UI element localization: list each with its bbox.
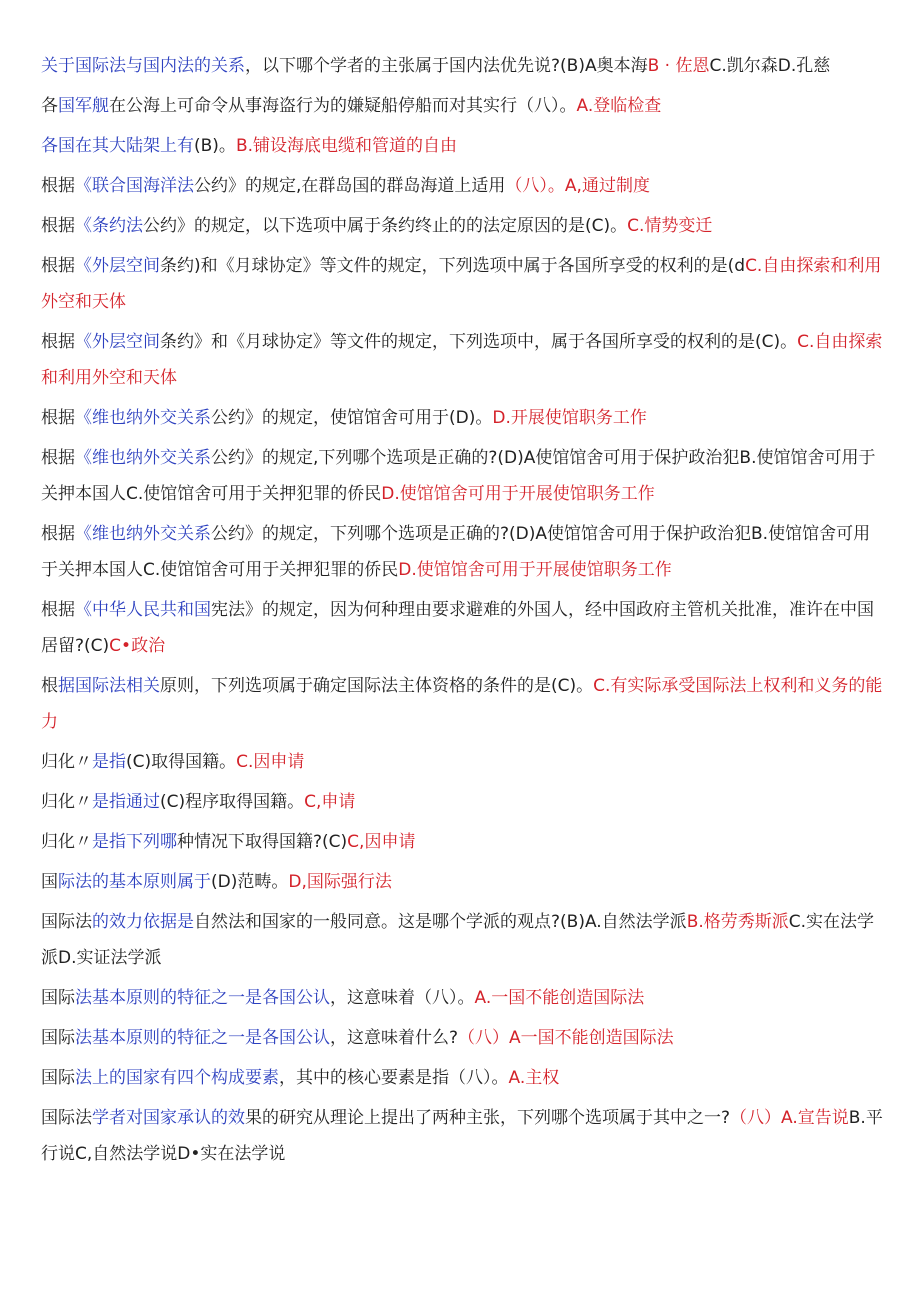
answer-text: C•政治	[109, 636, 166, 656]
answer-text: （八）A.宣告说	[730, 1108, 849, 1128]
answer-text: D.使馆馆舍可用于开展使馆职务工作	[381, 484, 655, 504]
question-paragraph	[41, 208, 883, 244]
question-paragraph	[41, 516, 883, 588]
keyword-text: 法基本原则的特征之一是各国公认	[75, 1028, 330, 1048]
question-text: 条约)和《月球协定》等文件的规定，下列选项中属于各国所享受的权利的是(d	[160, 256, 746, 276]
answer-text: C.自由探索和利用外空和天体	[41, 332, 883, 388]
question-paragraph	[41, 592, 883, 664]
answer-text: （八）A一国不能创造国际法	[458, 1028, 674, 1048]
question-text: 宪法》的规定，因为何种理由要求避难的外国人，经中国政府主管机关批准，准许在中国居留?(C)	[41, 600, 874, 656]
answer-text: D.开展使馆职务工作	[492, 408, 647, 428]
question-text: C.凯尔森D.孔慈	[709, 56, 831, 76]
question-paragraph	[41, 168, 883, 204]
question-paragraph	[41, 904, 883, 976]
question-text: C.实在法学派D.实证法学派	[41, 912, 875, 968]
question-paragraph	[41, 88, 883, 124]
question-text: 国际	[41, 988, 75, 1008]
keyword-text: 《外层空间	[75, 256, 160, 276]
question-text: (C)取得国籍。	[126, 752, 237, 772]
question-list	[41, 48, 883, 1176]
question-text: 根据	[41, 332, 75, 352]
question-text: 在公海上可命令从事海盗行为的嫌疑船停船而对其实行（八）。	[109, 96, 577, 116]
keyword-text: 是指	[92, 752, 126, 772]
question-paragraph	[41, 824, 883, 860]
answer-text: D,国际强行法	[288, 872, 392, 892]
keyword-text: 关于国际法与国内法的关系	[41, 56, 245, 76]
question-text: 公约》的规定，使馆馆舍可用于(D)。	[211, 408, 493, 428]
answer-text: C.因申请	[236, 752, 305, 772]
question-text: 公约》的规定，以下选项中属于条约终止的的法定原因的是(C)。	[143, 216, 628, 236]
question-paragraph	[41, 400, 883, 436]
question-text: 国际	[41, 1028, 75, 1048]
keyword-text: 《外层空间	[75, 332, 160, 352]
question-text: 公约》的规定,下列哪个选项是正确的?(D)A使馆馆舍可用于保护政治犯B.使馆馆舍可用于关押本国人C.使馆馆舍可用于关押犯罪的侨民	[41, 448, 876, 504]
question-paragraph	[41, 1020, 883, 1056]
question-text: 根据	[41, 524, 75, 544]
keyword-text: 法上的国家有四个构成要素	[75, 1068, 279, 1088]
question-text: (D)范畴。	[211, 872, 289, 892]
question-paragraph	[41, 1060, 883, 1096]
question-text: 根	[41, 676, 58, 696]
answer-text: A.主权	[508, 1068, 560, 1088]
answer-text: B · 佐恩	[647, 56, 710, 76]
answer-text: A.一国不能创造国际法	[474, 988, 645, 1008]
answer-text: C.情势变迁	[627, 216, 713, 236]
keyword-text: 学者对国家承认的效	[92, 1108, 245, 1128]
question-paragraph	[41, 980, 883, 1016]
answer-text: D.使馆馆舍可用于开展使馆职务工作	[398, 560, 672, 580]
question-text: 国际	[41, 1068, 75, 1088]
keyword-text: 《联合国海洋法	[75, 176, 194, 196]
keyword-text: 际法的基本原则属于	[58, 872, 211, 892]
answer-text: C.自由探索和利用外空和天体	[41, 256, 882, 312]
keyword-text: 的效力依据是	[92, 912, 194, 932]
answer-text: B.格劳秀斯派	[686, 912, 789, 932]
question-paragraph	[41, 864, 883, 900]
question-paragraph	[41, 1100, 883, 1172]
question-paragraph	[41, 324, 883, 396]
question-text: 各	[41, 96, 58, 116]
question-text: 根据	[41, 176, 75, 196]
question-text: 自然法和国家的一般同意。这是哪个学派的观点?(B)A.自然法学派	[194, 912, 687, 932]
question-text: ，其中的核心要素是指（八）。	[279, 1068, 509, 1088]
keyword-text: 《维也纳外交关系	[75, 408, 211, 428]
question-text: ，这意味着（八）。	[330, 988, 475, 1008]
question-text: 原则，下列选项属于确定国际法主体资格的条件的是(C)。	[160, 676, 594, 696]
question-paragraph	[41, 440, 883, 512]
question-paragraph	[41, 128, 883, 164]
question-paragraph	[41, 784, 883, 820]
keyword-text: 《维也纳外交关系	[75, 524, 211, 544]
answer-text: A.登临检查	[576, 96, 662, 116]
answer-text: C,因申请	[347, 832, 416, 852]
answer-text: C,申请	[304, 792, 356, 812]
question-text: B.平行说C,自然法学说D•实在法学说	[41, 1108, 883, 1164]
question-text: ，以下哪个学者的主张属于国内法优先说?(B)A奥本海	[245, 56, 648, 76]
answer-text: B.铺设海底电缆和管道的自由	[235, 136, 458, 156]
question-text: 根据	[41, 448, 75, 468]
question-text: 国际法	[41, 1108, 92, 1128]
question-text: 国际法	[41, 912, 92, 932]
question-text: 公约》的规定,在群岛国的群岛海道上适用	[194, 176, 506, 196]
question-text: (C)程序取得国籍。	[160, 792, 305, 812]
answer-text: （八）。A,通过制度	[505, 176, 650, 196]
keyword-text: 是指通过	[92, 792, 160, 812]
keyword-text: 各国在其大陆架上有	[41, 136, 194, 156]
keyword-text: 是指下列哪	[92, 832, 177, 852]
question-text: 公约》的规定，下列哪个选项是正确的?(D)A使馆馆舍可用于保护政治犯B.使馆馆舍可用于关押本国人C.使馆馆舍可用于关押犯罪的侨民	[41, 524, 871, 580]
question-text: 国	[41, 872, 58, 892]
question-text: 根据	[41, 600, 75, 620]
question-text: 根据	[41, 216, 75, 236]
keyword-text: 据国际法相关	[58, 676, 160, 696]
question-paragraph	[41, 744, 883, 780]
question-text: 果的研究从理论上提出了两种主张，下列哪个选项属于其中之一?	[245, 1108, 731, 1128]
question-text: 条约》和《月球协定》等文件的规定，下列选项中，属于各国所享受的权利的是(C)。	[160, 332, 798, 352]
question-text: 根据	[41, 408, 75, 428]
keyword-text: 国军舰	[58, 96, 109, 116]
question-paragraph	[41, 48, 883, 84]
keyword-text: 法基本原则的特征之一是各国公认	[75, 988, 330, 1008]
answer-text: C.有实际承受国际法上权利和义务的能力	[41, 676, 883, 732]
question-text: 归化〃	[41, 792, 92, 812]
question-paragraph	[41, 668, 883, 740]
question-text: 根据	[41, 256, 75, 276]
question-text: 归化〃	[41, 752, 92, 772]
question-text: 归化〃	[41, 832, 92, 852]
question-text: 种情况下取得国籍?(C)	[177, 832, 348, 852]
question-paragraph	[41, 248, 883, 320]
question-text: (B)。	[194, 136, 236, 156]
keyword-text: 《条约法	[75, 216, 143, 236]
keyword-text: 《维也纳外交关系	[75, 448, 211, 468]
question-text: ，这意味着什么?	[330, 1028, 459, 1048]
keyword-text: 《中华人民共和国	[75, 600, 211, 620]
